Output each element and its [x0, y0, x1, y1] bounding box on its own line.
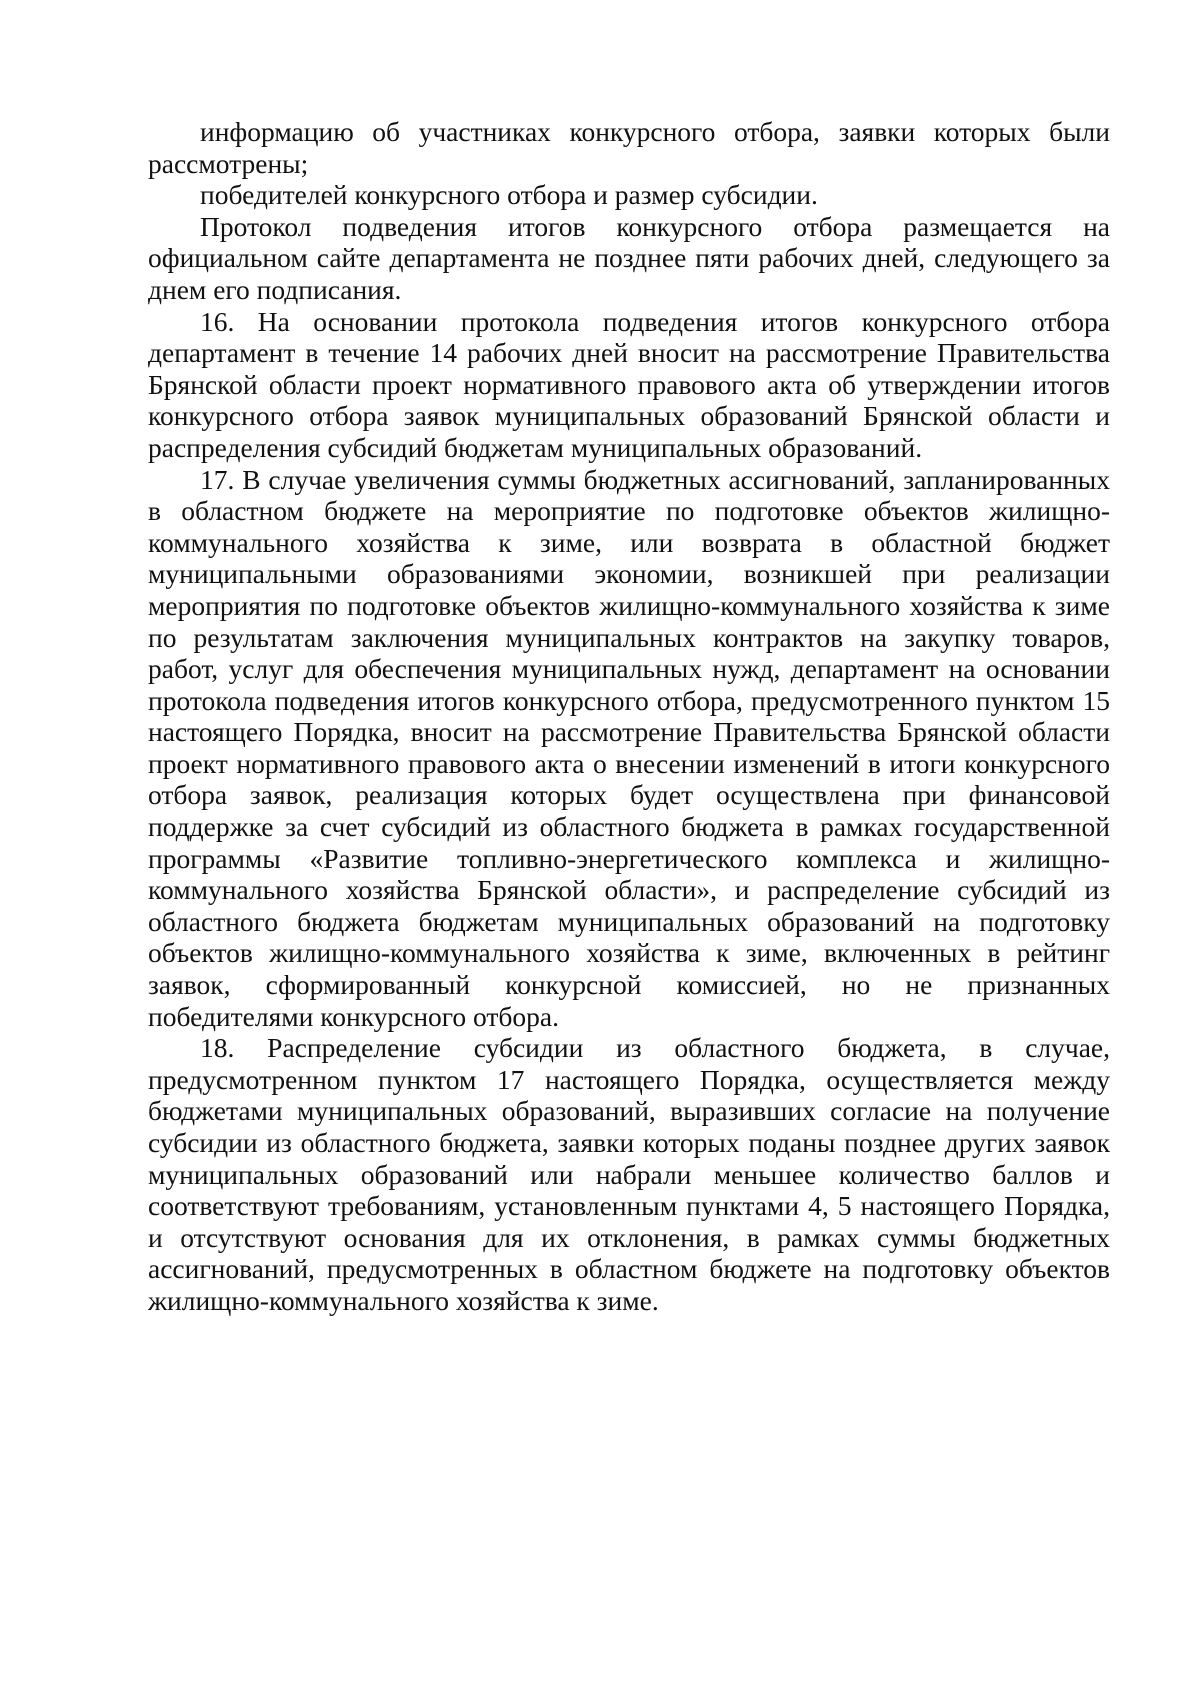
paragraph-item-17: 17. В случае увеличения суммы бюджетных ассигнований, запланированных в областном бюджете на мероприятие по подготовке объектов жилищно-коммунального хозяйства к зиме, или возврата в областной бюджет муниципальными образованиями экономии, возникшей при реализации мероприятия по подготовке объектов жилищно-коммунального хозяйства к зиме по результатам заключения муниципальных контрактов на закупку товаров, работ, услуг для обеспечения муниципальных нужд, департамент на основании протокола подведения итогов конкурсного отбора, предусмотренного пунктом 15 настоящего Порядка, вносит на рассмотрение Правительства Брянской области проект нормативного правового акта о внесении изменений в итоги конкурсного отбора заявок, реализация которых будет осуществлена при финансовой поддержке за счет субсидий из областного бюджета в рамках государственной программы «Развитие топливно-энергетического комплекса и жилищно-коммунального хозяйства Брянской области», и распределение субсидий из областного бюджета бюджетам муниципальных образований на подготовку объектов жилищно-коммунального хозяйства к зиме, включенных в рейтинг заявок, сформированный конкурсной комиссией, но не признанных победителями конкурсного отбора.: [148, 463, 1110, 1032]
paragraph-winners: победителей конкурсного отбора и размер субсидии.: [200, 179, 818, 211]
paragraph-protocol-publication: Протокол подведения итогов конкурсного отбора размещается на официальном сайте департамента не позднее пяти рабочих дней, следующего за днем его подписания.: [148, 210, 1110, 305]
paragraph-participants-info: информацию об участниках конкурсного отбора, заявки которых были рассмотрены;: [148, 116, 1110, 179]
paragraph-item-16: 16. На основании протокола подведения итогов конкурсного отбора департамент в течение 14 рабочих дней вносит на рассмотрение Правительства Брянской области проект нормативного правового акта об утверждении итогов конкурсного отбора заявок муниципальных образований Брянской области и распределения субсидий бюджетам муниципальных образований.: [148, 305, 1110, 463]
document-page: [148, 116, 1110, 1317]
paragraph-item-18: 18. Распределение субсидии из областного бюджета, в случае, предусмотренном пунктом 17 настоящего Порядка, осуществляется между бюджетами муниципальных образований, выразивших согласие на получение субсидии из областного бюджета, заявки которых поданы позднее других заявок муниципальных образований или набрали меньшее количество баллов и соответствуют требованиям, установленным пунктами 4, 5 настоящего Порядка, и отсутствуют основания для их отклонения, в рамках суммы бюджетных ассигнований, предусмотренных в областном бюджете на подготовку объектов жилищно-коммунального хозяйства к зиме.: [148, 1032, 1110, 1316]
